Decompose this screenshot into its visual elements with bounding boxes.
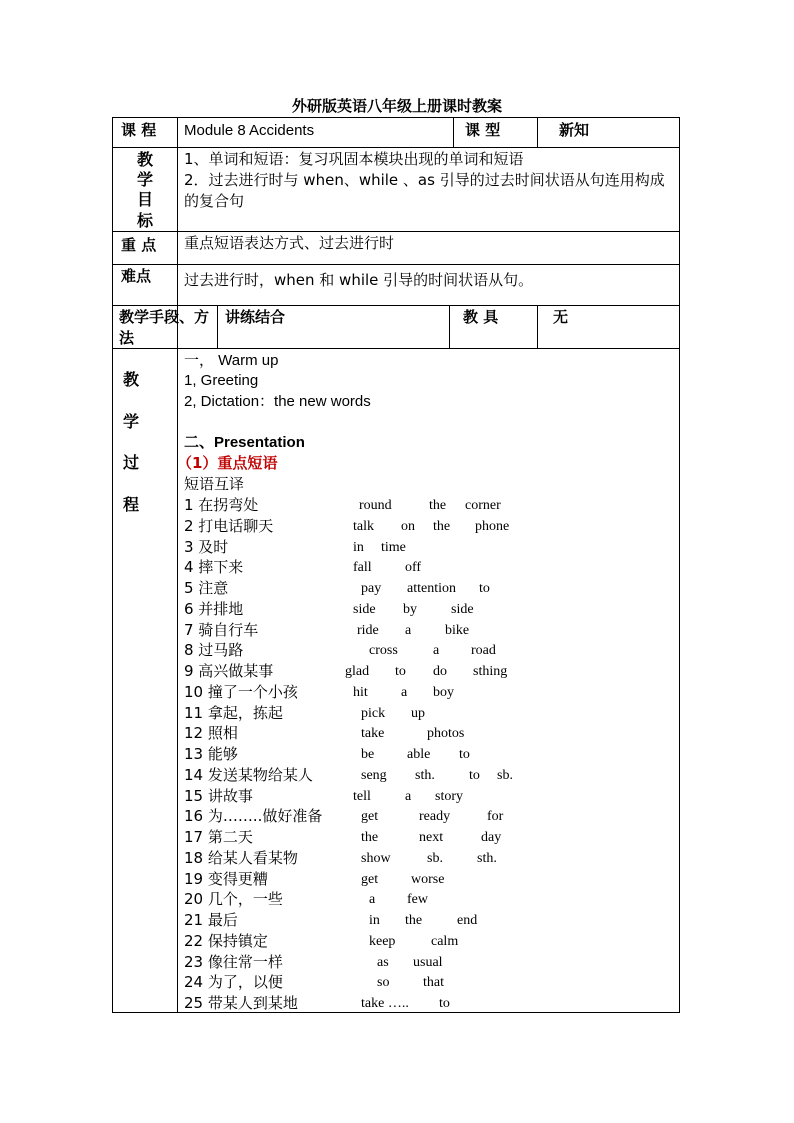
phrase-english-word: on	[401, 518, 415, 534]
phrase-english-word: off	[405, 560, 422, 576]
phrase-english-word: side	[451, 601, 474, 617]
col-divider	[449, 305, 450, 348]
phrase-english-word: pick	[361, 705, 386, 721]
phrase-english-word: in	[353, 539, 364, 555]
phrase-chinese: 14 发送某物给某人	[184, 765, 313, 784]
phrase-english-word: a	[405, 622, 412, 638]
row-divider	[113, 264, 679, 265]
phrase-english-word: be	[361, 747, 375, 762]
phrase-english-word: boy	[433, 684, 454, 700]
teaching-tools-value: 无	[553, 308, 569, 326]
phrase-chinese: 4 摔下来	[184, 558, 244, 577]
phrase-chinese: 16 为……..做好准备	[184, 807, 323, 826]
phrase-english-word: ready	[419, 809, 451, 825]
col-divider	[177, 118, 178, 1012]
teaching-tools-label: 教 具	[463, 308, 499, 326]
phrase-english-word: to	[459, 747, 470, 762]
phrase-english-word: to	[439, 996, 450, 1011]
methods-value: 讲练结合	[225, 308, 286, 326]
phrase-english-word: time	[381, 539, 406, 555]
process-label-char: 过	[122, 453, 139, 472]
lesson-plan-table	[112, 117, 680, 1013]
course-label: 课 程	[121, 121, 157, 139]
phrase-english-word: glad	[345, 664, 370, 679]
phrase-chinese: 22 保持镇定	[184, 931, 268, 950]
objectives-label-char: 目	[136, 190, 153, 209]
objectives-label-char: 教	[136, 150, 153, 169]
phrase-english-word: few	[407, 892, 428, 908]
phrase-chinese: 12 照相	[184, 724, 238, 743]
phrase-english-word: sb.	[497, 767, 513, 783]
phrase-english-word: hit	[353, 684, 368, 700]
col-divider	[217, 305, 218, 348]
phrase-english-word: day	[481, 830, 502, 845]
phrase-chinese: 23 像往常一样	[184, 952, 283, 971]
greeting-item: 1, Greeting	[184, 372, 259, 389]
process-label-char: 程	[122, 495, 139, 514]
phrase-english-word: to	[469, 767, 480, 783]
col-divider	[453, 118, 454, 147]
phrase-english-word: a	[369, 892, 376, 908]
phrase-english-word: seng	[361, 767, 387, 783]
lesson-type-value: 新知	[559, 121, 590, 139]
phrase-english-word: for	[487, 809, 504, 825]
phrase-english-word: sth.	[477, 850, 497, 866]
phrase-chinese: 17 第二天	[184, 828, 253, 846]
objective-line: 的复合句	[184, 192, 245, 210]
lesson-type-label: 课 型	[465, 121, 501, 139]
phrase-chinese: 21 最后	[184, 911, 238, 929]
process-label-char: 学	[122, 412, 139, 431]
phrase-english-word: sth.	[415, 767, 435, 783]
phrase-chinese: 13 能够	[184, 745, 238, 763]
phrase-english-word: get	[361, 871, 379, 887]
phrase-chinese: 3 及时	[184, 537, 229, 556]
phrase-chinese: 7 骑自行车	[184, 620, 259, 639]
phrase-chinese: 25 带某人到某地	[184, 994, 298, 1012]
col-divider	[537, 305, 538, 348]
phrase-english-word: fall	[353, 560, 372, 576]
section-presentation: 二、Presentation	[184, 434, 305, 451]
exercise-title: 短语互译	[184, 475, 245, 493]
dictation-item: 2, Dictation：the new words	[184, 393, 371, 410]
key-points-label: 重 点	[121, 236, 157, 254]
phrase-english-word: able	[407, 747, 431, 762]
phrase-english-word: by	[403, 601, 417, 617]
phrase-english-word: end	[457, 913, 478, 928]
phrase-english-word: side	[353, 601, 376, 617]
methods-label: 法	[119, 329, 135, 347]
phrase-english-word: a	[433, 643, 440, 659]
phrase-english-word: that	[423, 975, 444, 991]
key-phrases-heading: （1）重点短语	[177, 454, 278, 472]
phrase-chinese: 24 为了，以便	[184, 973, 283, 992]
phrase-english-word: to	[479, 581, 490, 596]
objective-line: 2．过去进行时与 when、while 、as 引导的过去时间状语从句连用构成	[184, 171, 665, 189]
phrase-chinese: 2 打电话聊天	[184, 516, 274, 535]
phrase-english-word: tell	[353, 788, 371, 804]
phrase-chinese: 20 几个，一些	[184, 890, 283, 909]
phrase-chinese: 10 撞了一个小孩	[184, 682, 298, 701]
phrase-english-word: so	[377, 975, 390, 991]
phrase-chinese: 6 并排地	[184, 599, 244, 618]
phrase-english-word: talk	[353, 518, 374, 534]
section-warm-up: 一， Warm up	[184, 352, 279, 369]
phrase-english-word: ride	[357, 622, 379, 638]
phrase-english-word: a	[405, 788, 412, 804]
col-divider	[537, 118, 538, 147]
phrase-english-word: the	[361, 830, 379, 845]
phrase-chinese: 18 给某人看某物	[184, 848, 298, 867]
phrase-english-word: up	[411, 705, 425, 721]
objectives-label-char: 标	[136, 211, 153, 230]
phrase-chinese: 9 高兴做某事	[184, 662, 274, 680]
row-divider	[113, 147, 679, 148]
phrase-english-word: road	[471, 643, 496, 659]
phrase-chinese: 8 过马路	[184, 641, 244, 660]
course-value: Module 8 Accidents	[184, 122, 315, 139]
phrase-english-word: cross	[369, 643, 398, 659]
key-points-value: 重点短语表达方式、过去进行时	[184, 234, 395, 252]
objectives-label-char: 学	[136, 170, 153, 189]
phrase-english-word: sb.	[427, 850, 443, 866]
phrase-english-word: the	[433, 518, 451, 534]
phrase-english-word: a	[401, 684, 408, 700]
phrase-english-word: photos	[427, 726, 465, 742]
process-label-char: 教	[122, 370, 139, 389]
phrase-english-word: do	[433, 664, 447, 679]
phrase-english-word: take …..	[361, 996, 409, 1011]
methods-label: 教学手段、方	[119, 308, 210, 326]
phrase-english-word: sthing	[473, 664, 508, 679]
phrase-english-word: corner	[465, 498, 501, 513]
phrase-chinese: 5 注意	[184, 579, 229, 597]
phrase-english-word: phone	[475, 518, 510, 534]
difficulties-label: 难点	[121, 267, 152, 285]
phrase-chinese: 15 讲故事	[184, 786, 253, 805]
phrase-english-word: the	[429, 498, 447, 513]
row-divider	[113, 305, 679, 306]
row-divider	[113, 231, 679, 232]
phrase-english-word: keep	[369, 933, 396, 949]
phrase-english-word: pay	[361, 581, 382, 596]
phrase-english-word: attention	[407, 581, 456, 596]
phrase-english-word: in	[369, 913, 380, 928]
phrase-english-word: get	[361, 809, 379, 825]
phrase-english-word: calm	[431, 933, 459, 949]
phrase-english-word: bike	[445, 622, 470, 638]
phrase-english-word: to	[395, 664, 406, 679]
phrase-english-word: take	[361, 726, 385, 742]
phrase-english-word: show	[361, 850, 391, 866]
page-title: 外研版英语八年级上册课时教案	[291, 97, 502, 115]
phrase-chinese: 19 变得更糟	[184, 869, 268, 888]
row-divider	[113, 348, 679, 349]
phrase-english-word: story	[435, 788, 463, 804]
phrase-english-word: next	[419, 830, 444, 845]
phrase-english-word: usual	[413, 954, 443, 970]
phrase-chinese: 1 在拐弯处	[184, 496, 259, 514]
phrase-english-word: the	[405, 913, 423, 928]
difficulties-value: 过去进行时，when 和 while 引导的时间状语从句。	[184, 271, 534, 289]
phrase-english-word: as	[377, 954, 389, 970]
phrase-chinese: 11 拿起，拣起	[184, 703, 283, 722]
objective-line: 1、单词和短语：复习巩固本模块出现的单词和短语	[184, 150, 524, 168]
phrase-english-word: worse	[411, 871, 445, 887]
phrase-english-word: round	[359, 498, 392, 513]
